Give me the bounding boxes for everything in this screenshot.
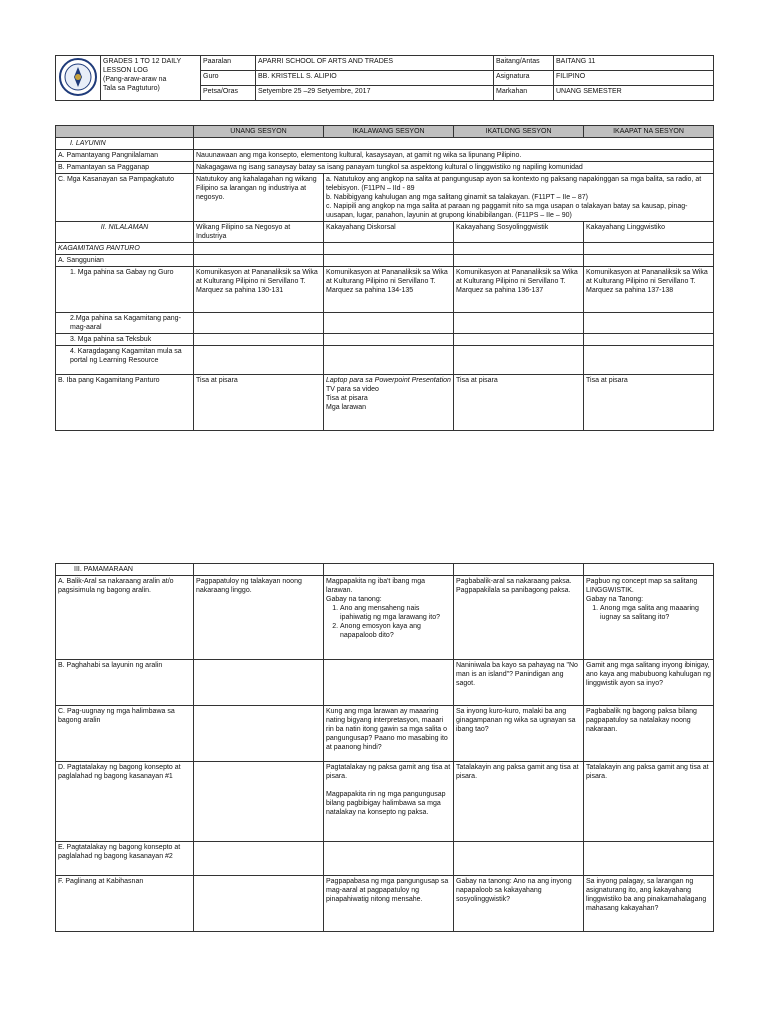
paglinang-col4: Sa inyong palagay, sa larangan ng asignaturang ito, ang kakayahang linggwistiko ba ang pinakamahalagang mahasang kakayahan? [584, 876, 714, 932]
value-baitang: BAITANG 11 [554, 56, 714, 71]
gabay-guro-col3: Komunikasyon at Pananaliksik sa Wika at Kulturang Pilipino ni Servillano T. Marquez sa pahina 136-137 [454, 267, 584, 313]
balik-aral-col1: Pagpapatuloy ng talakayan noong nakaraang linggo. [194, 576, 324, 660]
label-guro: Guro [201, 71, 256, 86]
kagamitang-mag-aaral-label: 2.Mga pahina sa Kagamitang pang-mag-aaral [56, 313, 194, 334]
pagtatalakay-1-label: D. Pagtatalakay ng bagong konsepto at paglalahad ng bagong kasanayan #1 [56, 762, 194, 842]
value-paaralan: APARRI SCHOOL OF ARTS AND TRADES [256, 56, 494, 71]
iba-pang-kagamitan-label: B. Iba pang Kagamitang Panturo [56, 375, 194, 431]
column-header-4: IKAAPAT NA SESYON [584, 126, 714, 138]
seal-icon [58, 57, 98, 97]
gabay-guro-col4: Komunikasyon at Pananaliksik sa Wika at Kulturang Pilipino ni Servillano T. Marquez sa pahina 137-138 [584, 267, 714, 313]
gabay-tanong-item: 2. Anong emosyon kaya ang napapaloob dito? [340, 622, 451, 640]
paglinang-label: F. Paglinang at Kabihasnan [56, 876, 194, 932]
column-header-1: UNANG SESYON [194, 126, 324, 138]
label-petsa: Petsa/Oras [201, 86, 256, 101]
gabay-tanong-item: 1. Ano ang mensaheng nais ipahiwatig ng mga larawang ito? [340, 604, 451, 622]
iba-pang-col3: Tisa at pisara [454, 375, 584, 431]
value-markahan: UNANG SEMESTER [554, 86, 714, 101]
section-pamamaraan-title: III. PAMAMARAAN [56, 564, 194, 576]
nilalaman-col4: Kakayahang Linggwistiko [584, 222, 714, 243]
nilalaman-col1: Wikang Filipino sa Negosyo at Industriya [194, 222, 324, 243]
lesson-table-procedures [55, 563, 714, 932]
column-header-blank [56, 126, 194, 138]
kagamitang-panturo-title: KAGAMITANG PANTURO [56, 243, 194, 255]
section-nilalaman-title: II. NILALAMAN [56, 222, 194, 243]
gabay-guro-label: 1. Mga pahina sa Gabay ng Guro [56, 267, 194, 313]
row-label-pangnilalaman: A. Pamantayang Pangnilalaman [56, 150, 194, 162]
paghahabi-col3: Naniniwala ba kayo sa pahayag na "No man is an island"? Panindigan ang sagot. [454, 660, 584, 706]
kasanayan-col1: Natutukoy ang kahalagahan ng wikang Filipino sa larangan ng industriya at negosyo. [194, 174, 324, 222]
paglinang-col2: Pagpapabasa ng mga pangungusap sa mag-aaral at pagpapatuloy ng pinapahiwatig nitong mensahe. [324, 876, 454, 932]
pag-uugnay-col4: Pagbabalik ng bagong paksa bilang pagpapatuloy sa natalakay noong nakaraan. [584, 706, 714, 762]
row-label-kasanayan: C. Mga Kasanayan sa Pampagkatuto [56, 174, 194, 222]
iba-pang-col1: Tisa at pisara [194, 375, 324, 431]
label-paaralan: Paaralan [201, 56, 256, 71]
iba-pang-col4: Tisa at pisara [584, 375, 714, 431]
balik-aral-col3: Pagbabalik-aral sa nakaraang paksa. Pagpapakilala sa panibagong paksa. [454, 576, 584, 660]
nilalaman-col2: Kakayahang Diskorsal [324, 222, 454, 243]
pag-uugnay-label: C. Pag-uugnay ng mga halimbawa sa bagong aralin [56, 706, 194, 762]
iba-pang-col2: Laptop para sa Powerpoint Presentation TV para sa video Tisa at pisara Mga larawan [324, 375, 454, 431]
deped-seal-logo [56, 56, 101, 101]
paghahabi-label: B. Paghahabi sa layunin ng aralin [56, 660, 194, 706]
column-header-3: IKATLONG SESYON [454, 126, 584, 138]
column-header-2: IKALAWANG SESYON [324, 126, 454, 138]
value-guro: BB. KRISTELL S. ALIPIO [256, 71, 494, 86]
value-petsa: Setyembre 25 –29 Setyembre, 2017 [256, 86, 494, 101]
gabay-tanong-item: 1. Anong mga salita ang maaaring iugnay sa salitang ito? [600, 604, 711, 622]
paghahabi-col4: Gamit ang mga salitang inyong ibinigay, ano kaya ang mabubuong kahulugan ng linggwistik ayon sa inyo? [584, 660, 714, 706]
gabay-guro-col1: Komunikasyon at Pananaliksik sa Wika at Kulturang Pilipino ni Servillano T. Marquez sa pahina 130-131 [194, 267, 324, 313]
balik-aral-col4: Pagbuo ng concept map sa salitang LINGGWISTIK. Gabay na Tanong: 1. Anong mga salita ang maaaring iugnay sa salitang ito? [584, 576, 714, 660]
pag-uugnay-col2: Kung ang mga larawan ay maaaring nating bigyang interpretasyon, maaari rin ba natin itong gawin sa mga salita o pangungusap? Paano mo masabing ito at paanong hindi? [324, 706, 454, 762]
teksbuk-label: 3. Mga pahina sa Teksbuk [56, 334, 194, 346]
lesson-log-title: GRADES 1 TO 12 DAILY LESSON LOG (Pang-araw-araw na Tala sa Pagtuturo) [101, 56, 201, 101]
pagtatalakay-2-label: E. Pagtatalakay ng bagong konsepto at paglalahad ng bagong kasanayan #2 [56, 842, 194, 876]
balik-aral-col2: Magpapakita ng iba't ibang mga larawan. Gabay na tanong: 1. Ano ang mensaheng nais ipahiwatig ng mga larawang ito? 2. Anong emosyon kaya ang napapaloob dito? [324, 576, 454, 660]
balik-aral-label: A. Balik-Aral sa nakaraang aralin at/o pagsisimula ng bagong aralin. [56, 576, 194, 660]
row-pagganap-text: Nakagagawa ng isang sanaysay batay sa isang panayam tungkol sa aspektong kultural o linggwistiko ng napiling komunidad [194, 162, 714, 174]
sanggunian-label: A. Sanggunian [56, 255, 194, 267]
label-baitang: Baitang/Antas [494, 56, 554, 71]
label-markahan: Markahan [494, 86, 554, 101]
pagtatalakay-1-col4: Tatalakayin ang paksa gamit ang tisa at pisara. [584, 762, 714, 842]
label-asignatura: Asignatura [494, 71, 554, 86]
nilalaman-col3: Kakayahang Sosyolinggwistik [454, 222, 584, 243]
row-label-pagganap: B. Pamantayan sa Pagganap [56, 162, 194, 174]
pag-uugnay-col3: Sa inyong kuro-kuro, malaki ba ang ginagampanan ng wika sa ugnayan sa ibang tao? [454, 706, 584, 762]
learning-resource-label: 4. Karagdagang Kagamitan mula sa portal ng Learning Resource [56, 346, 194, 375]
value-asignatura: FILIPINO [554, 71, 714, 86]
kasanayan-merged: a. Natutukoy ang angkop na salita at pangungusap ayon sa kontexto ng paksang napakinggan sa mga balita, sa radio, at telebisyon. (F11PN – IId - 89 b. Nabibigyang kahulugan ang mga salitang ginamit sa talakayan. (F11PT – IIe – 87) c. Napipili ang angkop na mga salita at paraan ng paggamit nito sa mga usapan o talakayan batay sa kausap, pinag-uusapan, lugar, panahon, layunin at grupong kinabibilangan. (F11PS – IIe – 90) [324, 174, 714, 222]
pagtatalakay-1-col3: Tatalakayin ang paksa gamit ang tisa at pisara. [454, 762, 584, 842]
gabay-guro-col2: Komunikasyon at Pananaliksik sa Wika at Kulturang Pilipino ni Servillano T. Marquez sa pahina 134-135 [324, 267, 454, 313]
section-layunin-title: I. LAYUNIN [56, 138, 194, 150]
row-pangnilalaman-text: Nauunawaan ang mga konsepto, elementong kultural, kasaysayan, at gamit ng wika sa lipunang Pilipino. [194, 150, 714, 162]
lesson-table-objectives [55, 125, 714, 431]
pagtatalakay-1-col2: Pagtatalakay ng paksa gamit ang tisa at pisara. Magpapakita rin ng mga pangungusap bilang pagbibigay halimbawa sa mga natalakay na konsepto ng paksa. [324, 762, 454, 842]
paglinang-col3: Gabay na tanong: Ano na ang inyong napapaloob sa kakayahang sosyolinggwistik? [454, 876, 584, 932]
header-table [55, 55, 714, 101]
